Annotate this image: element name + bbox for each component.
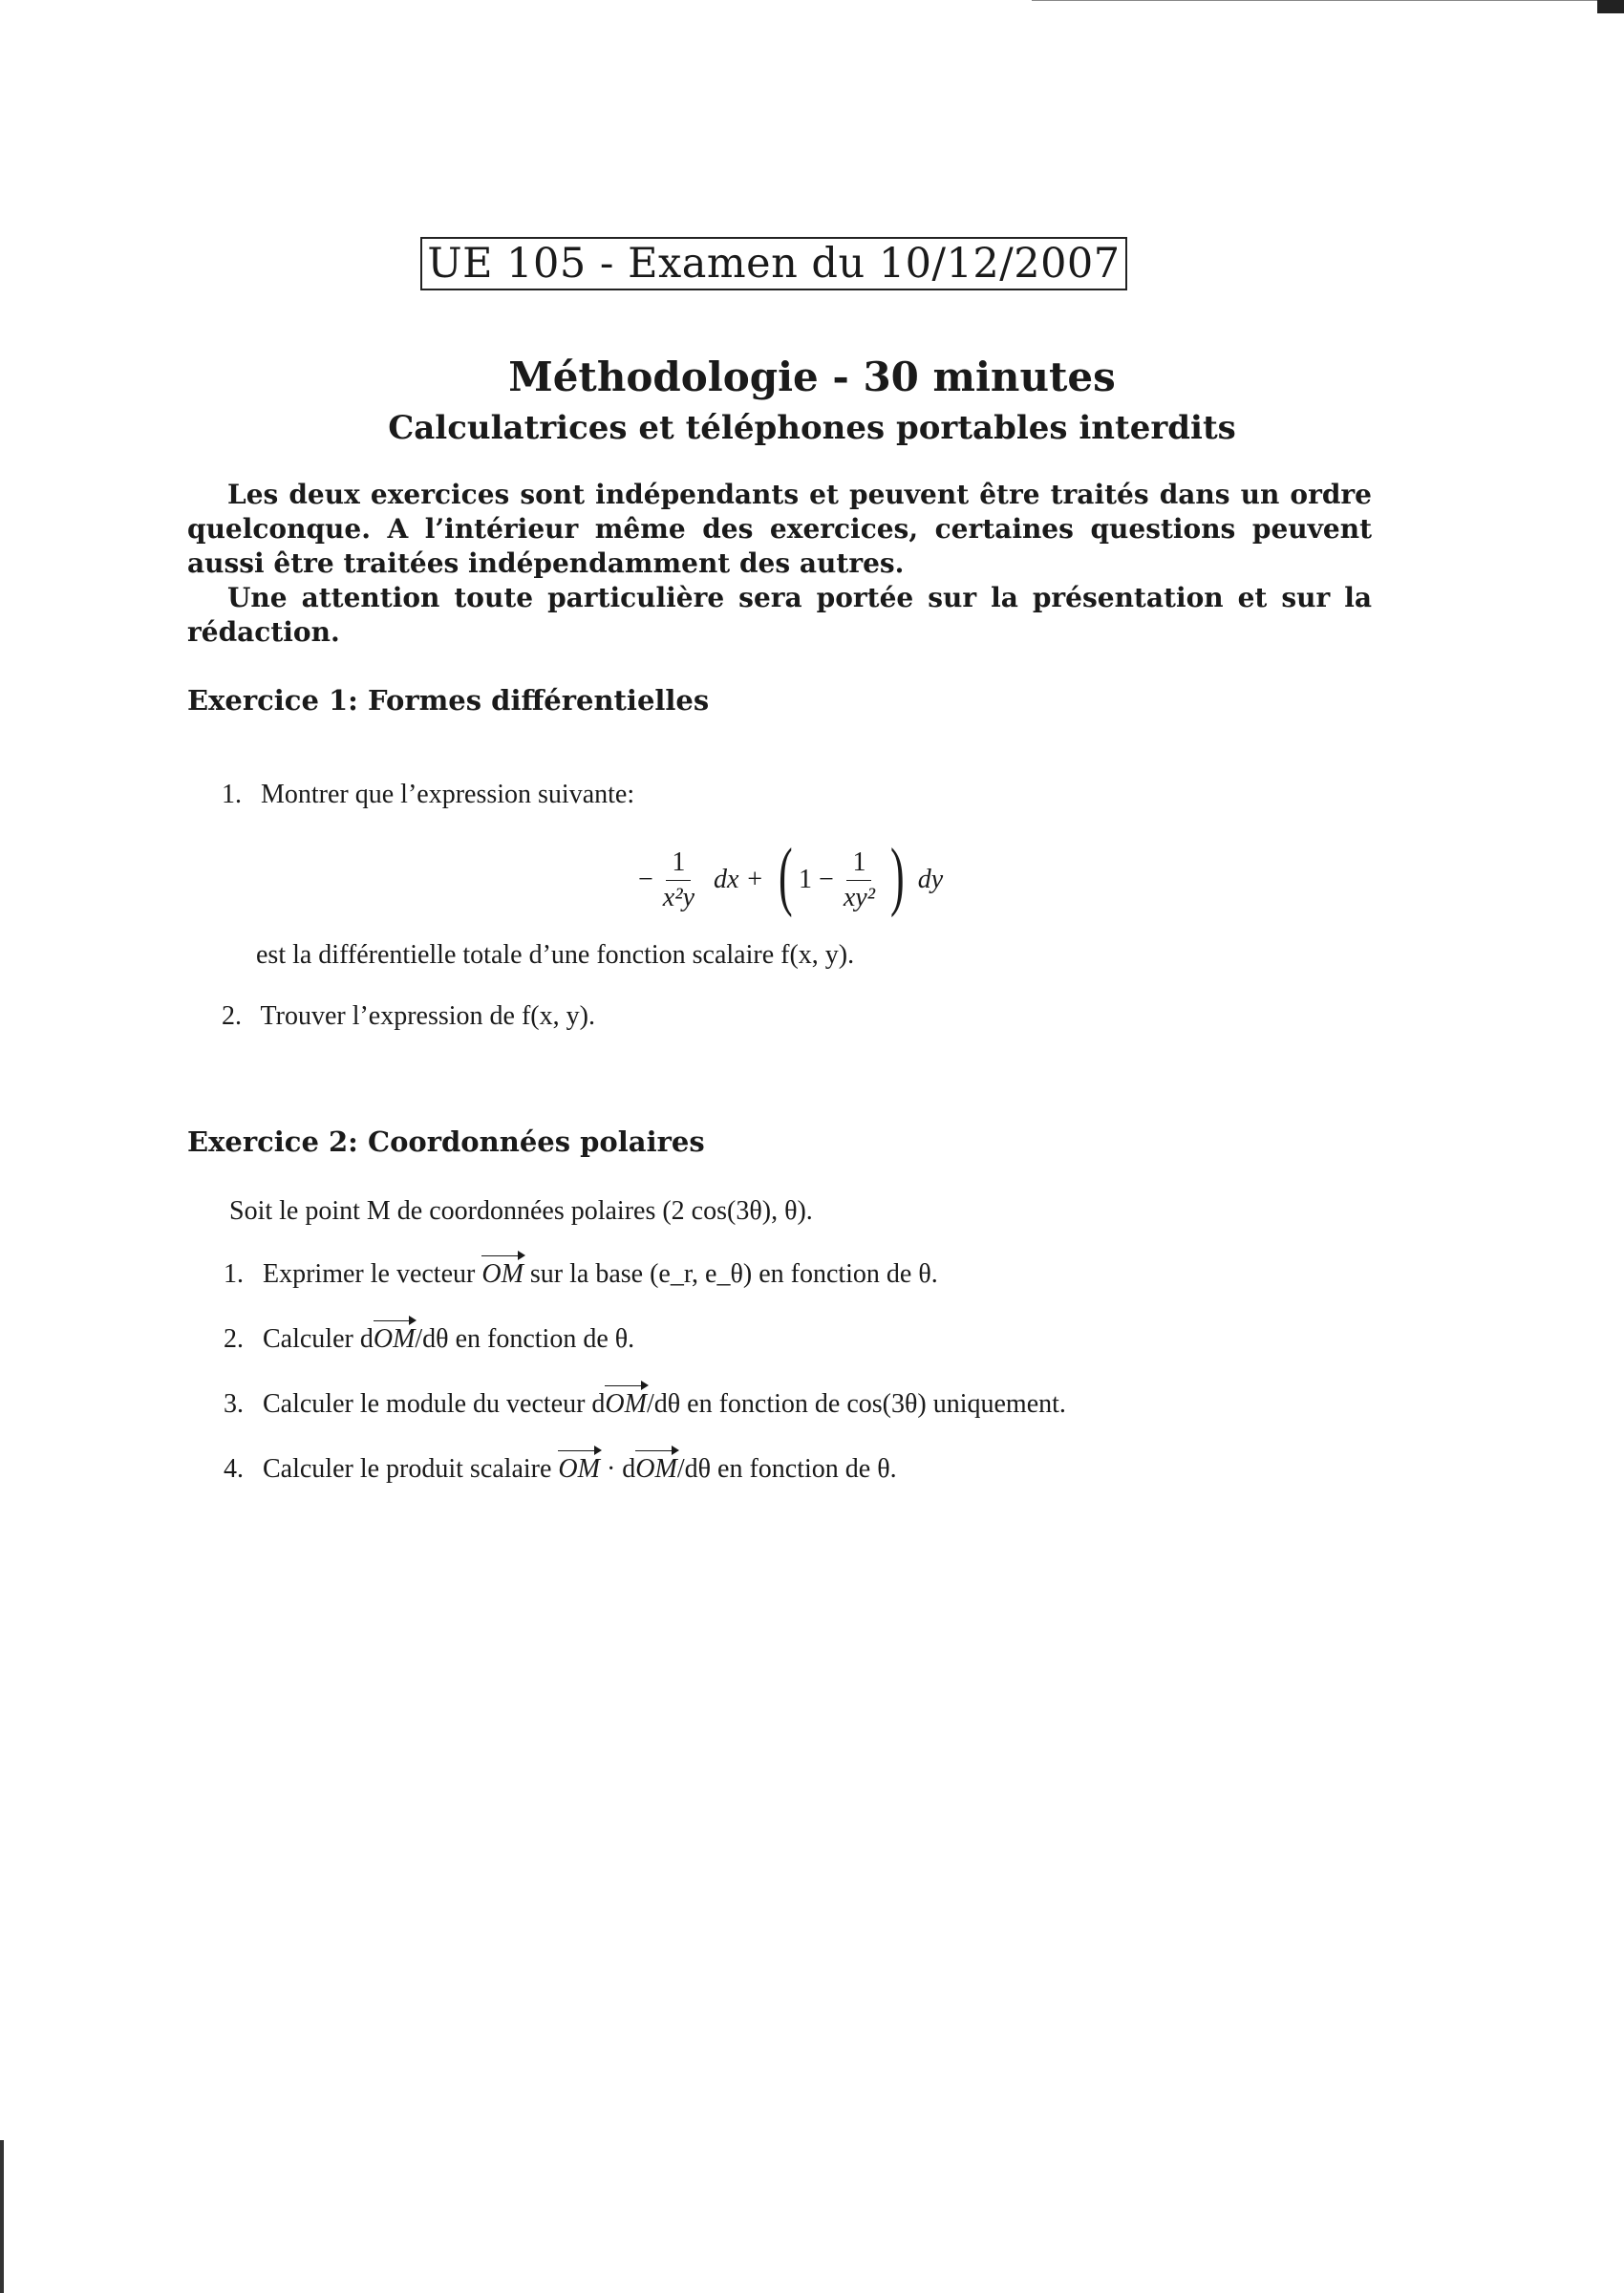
fraction-1: [657, 847, 700, 913]
question-number: 1.: [224, 1259, 244, 1289]
exercise2-question-1: [224, 1259, 938, 1290]
exam-title-text: UE 105 - Examen du 10/12/2007: [427, 240, 1121, 288]
question-number: 3.: [224, 1389, 244, 1419]
vector-om: OM: [558, 1454, 600, 1484]
exercise2-question-2: [224, 1324, 634, 1355]
question-text-pre: Calculer le produit scalaire: [263, 1454, 552, 1484]
question-number: 2.: [222, 1001, 242, 1031]
question-text-pre: Calculer le module du vecteur d: [263, 1389, 606, 1419]
exam-title: [420, 237, 1127, 290]
scan-artifact-corner: [1597, 0, 1624, 13]
vector-om-derivative: OM: [635, 1454, 677, 1484]
exercise1-question-1-follow: est la différentielle totale d’une fonction scalaire f(x, y).: [256, 940, 855, 970]
question-number: 4.: [224, 1454, 244, 1484]
exercise2-question-4: [224, 1454, 897, 1485]
vector-om: OM: [605, 1389, 647, 1419]
question-text-post: sur la base (e_r, e_θ) en fonction de θ.: [529, 1259, 938, 1289]
question-text-post: /dθ en fonction de θ.: [415, 1324, 635, 1354]
exam-subtitle: Méthodologie - 30 minutes: [508, 354, 1116, 400]
instructions-para-1: Les deux exercices sont indépendants et peuvent être traités dans un ordre quelconque. A l’intérieur même des exercices, certaines questions peuvent aussi être traitées indépendamment des autres.: [187, 479, 1372, 579]
formula-dy: dy: [917, 865, 944, 894]
exercise1-question-2: [222, 1001, 595, 1032]
question-text-pre: Exprimer le vecteur: [263, 1259, 476, 1289]
scan-artifact-edge: [0, 2140, 4, 2293]
exercise2-question-3: [224, 1389, 1066, 1420]
exam-restrictions: Calculatrices et téléphones portables interdits: [388, 409, 1236, 447]
fraction-2-denominator: xy²: [843, 882, 876, 912]
question-text-post: /dθ en fonction de cos(3θ) uniquement.: [646, 1389, 1066, 1419]
question-number: 1.: [222, 780, 242, 809]
question-text: Trouver l’expression de f(x, y).: [260, 1001, 595, 1031]
scan-artifact-line: [1032, 0, 1624, 1]
instructions-para-2: Une attention toute particulière sera portée sur la présentation et sur la rédaction.: [187, 582, 1372, 648]
question-text-post: /dθ en fonction de θ.: [676, 1454, 897, 1484]
question-number: 2.: [224, 1324, 244, 1354]
right-paren: ): [890, 834, 905, 918]
instructions: [187, 478, 1372, 650]
formula-minus: −: [638, 865, 653, 894]
question-text-pre: Calculer d: [263, 1324, 374, 1354]
left-paren: (: [779, 834, 794, 918]
exercise2-heading: Exercice 2: Coordonnées polaires: [187, 1125, 705, 1158]
fraction-1-denominator: x²y: [662, 882, 695, 912]
formula-one-minus: 1 −: [799, 865, 834, 894]
vector-om: OM: [481, 1259, 524, 1289]
formula-dx: dx +: [714, 865, 764, 894]
vector-om: OM: [373, 1324, 416, 1354]
question-text-mid: · d: [606, 1454, 636, 1484]
exercise1-question-1: [222, 780, 634, 810]
exercise1-heading: Exercice 1: Formes différentielles: [187, 684, 710, 717]
fraction-2: [838, 847, 881, 913]
fraction-2-numerator: 1: [846, 847, 871, 881]
question-text: Montrer que l’expression suivante:: [261, 780, 635, 809]
exercise2-intro: Soit le point M de coordonnées polaires (2 cos(3θ), θ).: [229, 1196, 813, 1226]
differential-formula: [638, 827, 943, 932]
fraction-1-numerator: 1: [666, 847, 691, 881]
